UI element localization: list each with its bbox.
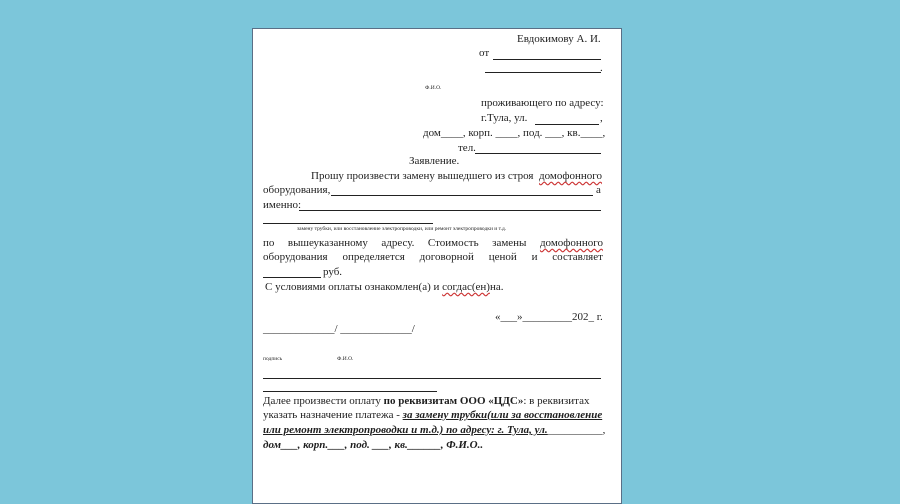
residing-label: проживающего по адресу: [481,97,604,109]
signature-caption: подпись [263,356,283,362]
request-a: а [596,184,601,196]
payment-line-3: или ремонт электропроводки и т.д.) по адресу: г. Тула, ул.__________, [263,424,606,436]
phone-label: тел. [458,142,476,154]
hint-text: замену трубки, или восстановление электропроводки, или ремонт электропроводки и т.д. [297,226,507,232]
payment-line-4: дом___, корп.___, под. ___, кв.______, Ф.И.О.. [263,439,484,451]
addressee-name: Евдокимову А. И. [517,33,601,45]
payment-line-1: Далее произвести оплату по реквизитам ООО «ЦДС»: в реквизитах [263,395,590,407]
fio-caption: Ф.И.О. [425,85,442,91]
phone-line [475,153,601,154]
request-line-1: Прошу произвести замену вышедшего из строя домофонного [311,170,602,182]
namely-label: именно: [263,199,302,211]
amount-line [263,277,321,278]
house-line: дом____, корп. ____, под. ___, кв.____, [423,127,606,139]
signature-line: _____________/ _____________/ [263,323,415,335]
application-document: Евдокимову А. И. от . Ф.И.О. проживающего по адресу: г.Тула, ул. , дом____, корп. ____, под. ___, кв.____, тел. Заявление. Прошу произвести замену вышедшего из строя домофонного оборудования, а именно: замену трубки, или восстановление электропроводки, или ремонт электропроводки и т.д. по вышеуказанному адресу. Стоимость замены домофонного оборудования определяется договорной ценой и составляет руб. С условиями оплаты ознакомлен(а) и согдас(ен)на. «___»_________202_ г. _____________/ _____________/ подпись Ф.И.О. Далее произвести оплату по реквизитам ООО «ЦДС»: в реквизитах указать назначение платежа - за замену трубки(или за восстановление или ремонт электропроводки и т.д.) по адресу: г. Тула, ул.__________, дом___, корп.___, под. ___, кв.______, Ф.И.О.. [252,28,622,504]
cost-row: оборудования определяется договорной ценой и составляет [263,251,603,263]
from-line-2 [485,72,601,73]
rub-label: руб. [323,266,343,278]
from-line [493,59,601,60]
date-line: «___»_________202_ г. [495,311,603,323]
document-title: Заявление. [409,155,460,167]
street-line [535,124,599,125]
payment-line-2: указать назначение платежа - за замену трубки(или за восстановление [263,409,603,421]
conditions-line: С условиями оплаты ознакомлен(а) и согдас(ен)на. [265,281,504,293]
city-street-label: г.Тула, ул. [481,112,528,124]
request-line-2: оборудования, [263,184,331,196]
from-label: от [479,47,490,59]
signature-fio-caption: Ф.И.О. [337,356,354,362]
address-row: по вышеуказанному адресу. Стоимость замены домофонного [263,237,603,249]
